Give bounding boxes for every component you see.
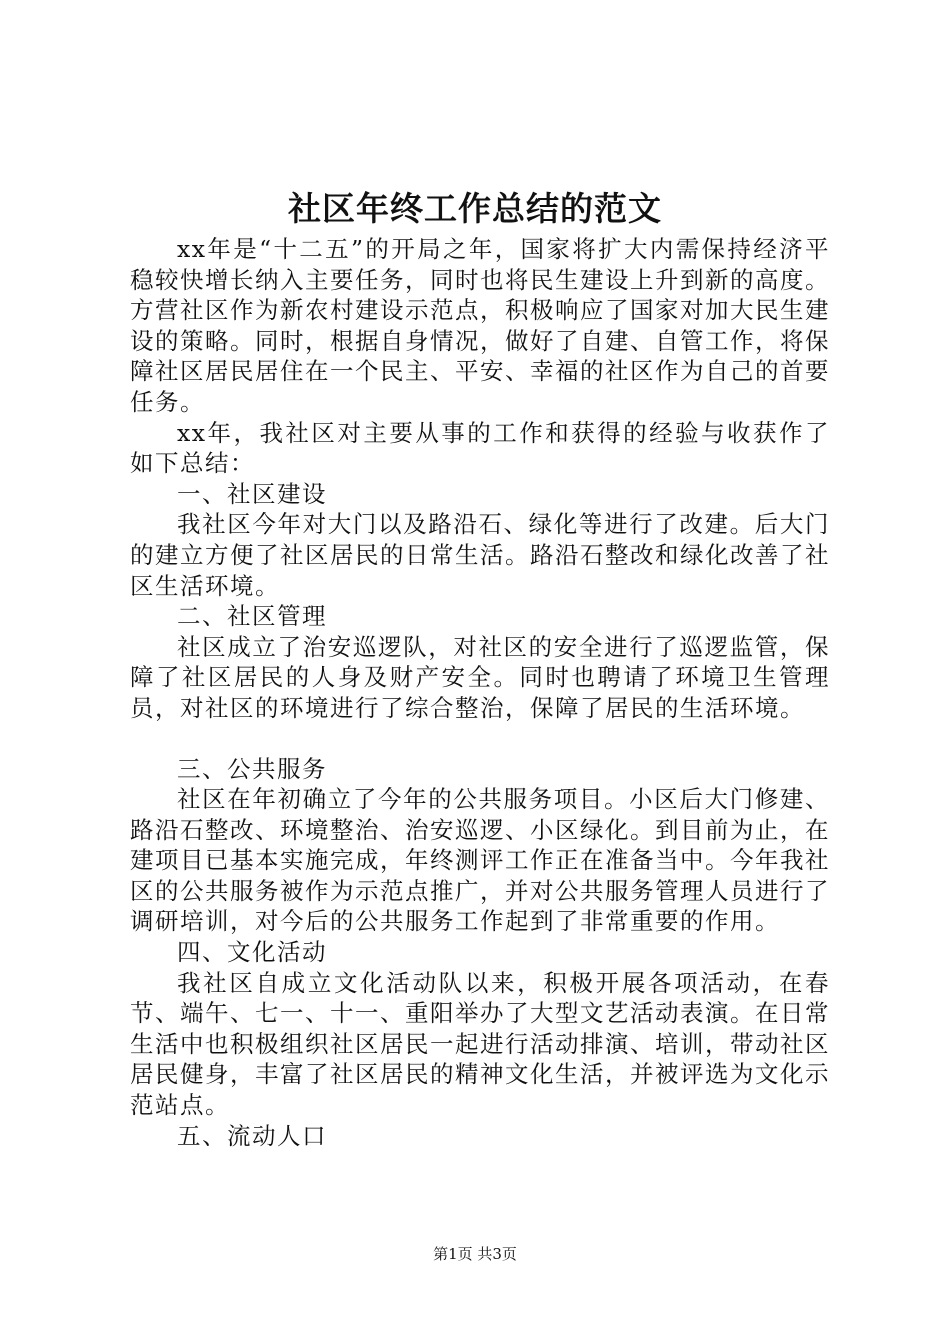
paragraph-construction: 我社区今年对大门以及路沿石、绿化等进行了改建。后大门的建立方便了社区居民的日常生活。路沿石整改和绿化改善了社区生活环境。 xyxy=(130,510,830,600)
paragraph-culture: 我社区自成立文化活动队以来，积极开展各项活动，在春节、端午、七一、十一、重阳举办了大型文艺活动表演。在日常生活中也积极组织社区居民一起进行活动排演、培训，带动社区居民健身，丰富了社区居民的精神文化生活，并被评选为文化示范站点。 xyxy=(130,968,830,1120)
document-body xyxy=(130,234,830,1151)
section-heading-public-service: 三、公共服务 xyxy=(177,754,327,783)
section-heading-floating-population: 五、流动人口 xyxy=(177,1121,327,1150)
section-heading-construction: 一、社区建设 xyxy=(177,479,327,508)
page-number: 第1页 共3页 xyxy=(433,1245,517,1263)
section-heading-culture: 四、文化活动 xyxy=(177,938,327,967)
paragraph-management: 社区成立了治安巡逻队，对社区的安全进行了巡逻监管，保障了社区居民的人身及财产安全。同时也聘请了环境卫生管理员，对社区的环境进行了综合整治，保障了居民的生活环境。 xyxy=(130,632,830,722)
document-title: 社区年终工作总结的范文 xyxy=(288,189,662,228)
paragraph-intro: xx年是“十二五”的开局之年，国家将扩大内需保持经济平稳较快增长纳入主要任务，同时也将民生建设上升到新的高度。方营社区作为新农村建设示范点，积极响应了国家对加大民生建设的策略。同时，根据自身情况，做好了自建、自管工作，将保障社区居民居住在一个民主、平安、幸福的社区作为自己的首要任务。 xyxy=(130,235,830,416)
paragraph-public-service: 社区在年初确立了今年的公共服务项目。小区后大门修建、路沿石整改、环境整治、治安巡逻、小区绿化。到目前为止，在建项目已基本实施完成，年终测评工作正在准备当中。今年我社区的公共服务被作为示范点推广，并对公共服务管理人员进行了调研培训，对今后的公共服务工作起到了非常重要的作用。 xyxy=(130,785,830,936)
section-heading-management: 二、社区管理 xyxy=(177,602,327,631)
paragraph-summary-lead: xx年，我社区对主要从事的工作和获得的经验与收获作了如下总结： xyxy=(130,418,830,478)
